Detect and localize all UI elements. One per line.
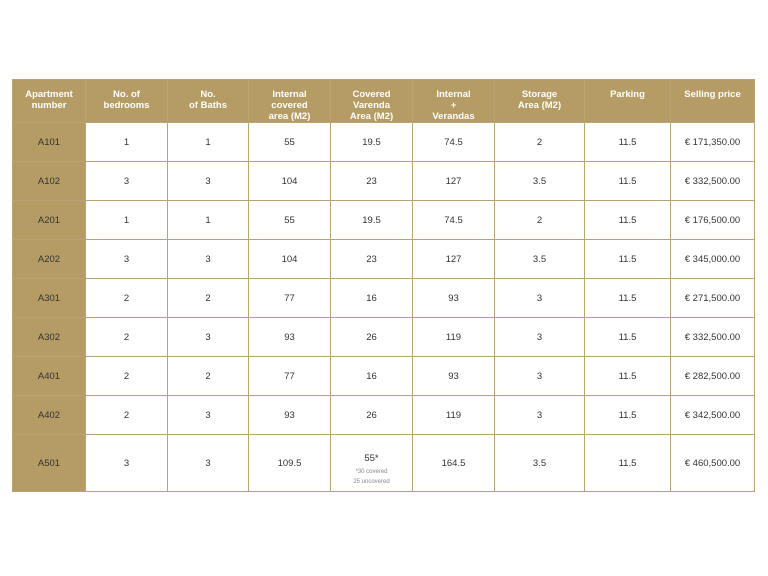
storage-cell: 3 xyxy=(495,318,585,357)
parking-cell: 11.5 xyxy=(585,240,671,279)
price-cell: € 271,500.00 xyxy=(671,279,755,318)
table-row xyxy=(13,162,755,201)
internal-area-cell: 55 xyxy=(249,123,331,162)
table-row xyxy=(13,123,755,162)
internal-area-cell: 93 xyxy=(249,318,331,357)
bedrooms-cell: 2 xyxy=(86,357,168,396)
apartment-pricing-table xyxy=(12,79,755,492)
parking-cell: 11.5 xyxy=(585,435,671,492)
baths-cell: 3 xyxy=(168,396,249,435)
storage-cell: 3 xyxy=(495,279,585,318)
column-header-line: covered xyxy=(271,100,308,111)
internal-plus-verandas-cell: 164.5 xyxy=(413,435,495,492)
apartment-cell: A501 xyxy=(13,435,86,492)
bedrooms-cell: 3 xyxy=(86,162,168,201)
table-row xyxy=(13,279,755,318)
baths-cell: 3 xyxy=(168,435,249,492)
parking-cell: 11.5 xyxy=(585,123,671,162)
table-row xyxy=(13,201,755,240)
parking-cell: 11.5 xyxy=(585,357,671,396)
column-header-selling-price xyxy=(671,80,755,123)
table-header-row xyxy=(13,80,755,123)
baths-cell: 2 xyxy=(168,279,249,318)
table-row xyxy=(13,396,755,435)
column-header-line: + xyxy=(450,100,457,111)
storage-cell: 3 xyxy=(495,396,585,435)
column-header-parking xyxy=(585,80,671,123)
storage-cell: 3.5 xyxy=(495,240,585,279)
table-row xyxy=(13,357,755,396)
table-row xyxy=(13,240,755,279)
internal-plus-verandas-cell: 74.5 xyxy=(413,201,495,240)
bedrooms-cell: 1 xyxy=(86,201,168,240)
storage-cell: 2 xyxy=(495,201,585,240)
column-header-line: bedrooms xyxy=(103,100,150,111)
internal-plus-verandas-cell: 93 xyxy=(413,357,495,396)
internal-plus-verandas-cell: 127 xyxy=(413,162,495,201)
column-header-line: area (M2) xyxy=(268,111,311,122)
covered-veranda-cell: 26 xyxy=(331,318,413,357)
apartment-cell: A202 xyxy=(13,240,86,279)
covered-veranda-cell: 23 xyxy=(331,162,413,201)
apartment-cell: A302 xyxy=(13,318,86,357)
baths-cell: 3 xyxy=(168,318,249,357)
internal-plus-verandas-cell: 93 xyxy=(413,279,495,318)
apartment-cell: A401 xyxy=(13,357,86,396)
column-header-internal-plus-verandas xyxy=(413,80,495,123)
column-header-internal-area xyxy=(249,80,331,123)
covered-note-line: 25 uncovered xyxy=(353,479,390,485)
column-header-line: of Baths xyxy=(189,100,227,111)
covered-value: 55* xyxy=(364,453,379,464)
covered-veranda-cell: 26 xyxy=(331,396,413,435)
parking-cell: 11.5 xyxy=(585,318,671,357)
price-cell: € 460,500.00 xyxy=(671,435,755,492)
bedrooms-cell: 1 xyxy=(86,123,168,162)
apartment-cell: A102 xyxy=(13,162,86,201)
apartment-cell: A101 xyxy=(13,123,86,162)
covered-veranda-cell xyxy=(331,435,413,492)
internal-area-cell: 109.5 xyxy=(249,435,331,492)
baths-cell: 1 xyxy=(168,123,249,162)
apartment-cell: A201 xyxy=(13,201,86,240)
price-cell: € 332,500.00 xyxy=(671,318,755,357)
column-header-line: Storage xyxy=(521,89,558,100)
parking-cell: 11.5 xyxy=(585,279,671,318)
column-header-line: Internal xyxy=(436,89,471,100)
column-header-line: Verandas xyxy=(432,111,475,122)
price-cell: € 171,350.00 xyxy=(671,123,755,162)
baths-cell: 1 xyxy=(168,201,249,240)
price-cell: € 342,500.00 xyxy=(671,396,755,435)
table-body xyxy=(13,123,755,492)
column-header-apartment-number xyxy=(13,80,86,123)
internal-area-cell: 93 xyxy=(249,396,331,435)
internal-area-cell: 77 xyxy=(249,357,331,396)
column-header-line: No. xyxy=(200,89,216,100)
internal-plus-verandas-cell: 74.5 xyxy=(413,123,495,162)
column-header-line: Parking xyxy=(610,89,645,100)
apartment-cell: A402 xyxy=(13,396,86,435)
internal-area-cell: 77 xyxy=(249,279,331,318)
column-header-line: Internal xyxy=(272,89,307,100)
column-header-line: Covered xyxy=(352,89,391,100)
storage-cell: 3.5 xyxy=(495,435,585,492)
bedrooms-cell: 2 xyxy=(86,318,168,357)
covered-veranda-cell: 19.5 xyxy=(331,123,413,162)
internal-area-cell: 55 xyxy=(249,201,331,240)
bedrooms-cell: 3 xyxy=(86,240,168,279)
price-cell: € 282,500.00 xyxy=(671,357,755,396)
bedrooms-cell: 3 xyxy=(86,435,168,492)
storage-cell: 2 xyxy=(495,123,585,162)
baths-cell: 3 xyxy=(168,240,249,279)
parking-cell: 11.5 xyxy=(585,162,671,201)
parking-cell: 11.5 xyxy=(585,201,671,240)
price-cell: € 332,500.00 xyxy=(671,162,755,201)
baths-cell: 2 xyxy=(168,357,249,396)
column-header-line: No. of xyxy=(113,89,140,100)
price-cell: € 176,500.00 xyxy=(671,201,755,240)
column-header-baths xyxy=(168,80,249,123)
internal-plus-verandas-cell: 119 xyxy=(413,318,495,357)
parking-cell: 11.5 xyxy=(585,396,671,435)
price-cell: € 345,000.00 xyxy=(671,240,755,279)
covered-veranda-cell: 16 xyxy=(331,357,413,396)
apartment-cell: A301 xyxy=(13,279,86,318)
bedrooms-cell: 2 xyxy=(86,279,168,318)
table-row xyxy=(13,318,755,357)
column-header-covered-veranda-area xyxy=(331,80,413,123)
internal-plus-verandas-cell: 127 xyxy=(413,240,495,279)
internal-area-cell: 104 xyxy=(249,162,331,201)
covered-note-line: *30 covered xyxy=(355,469,388,475)
internal-area-cell: 104 xyxy=(249,240,331,279)
column-header-line: Area (M2) xyxy=(349,111,394,122)
column-header-line: Selling price xyxy=(684,89,741,100)
covered-veranda-cell: 16 xyxy=(331,279,413,318)
covered-note xyxy=(331,467,412,487)
storage-cell: 3 xyxy=(495,357,585,396)
covered-veranda-cell: 23 xyxy=(331,240,413,279)
table-row xyxy=(13,435,755,492)
column-header-line: Apartment xyxy=(25,89,73,100)
baths-cell: 3 xyxy=(168,162,249,201)
column-header-line: Area (M2) xyxy=(517,100,562,111)
column-header-line: number xyxy=(31,100,67,111)
covered-veranda-cell: 19.5 xyxy=(331,201,413,240)
column-header-storage-area xyxy=(495,80,585,123)
internal-plus-verandas-cell: 119 xyxy=(413,396,495,435)
column-header-line: Varenda xyxy=(353,100,390,111)
column-header-bedrooms xyxy=(86,80,168,123)
bedrooms-cell: 2 xyxy=(86,396,168,435)
storage-cell: 3.5 xyxy=(495,162,585,201)
